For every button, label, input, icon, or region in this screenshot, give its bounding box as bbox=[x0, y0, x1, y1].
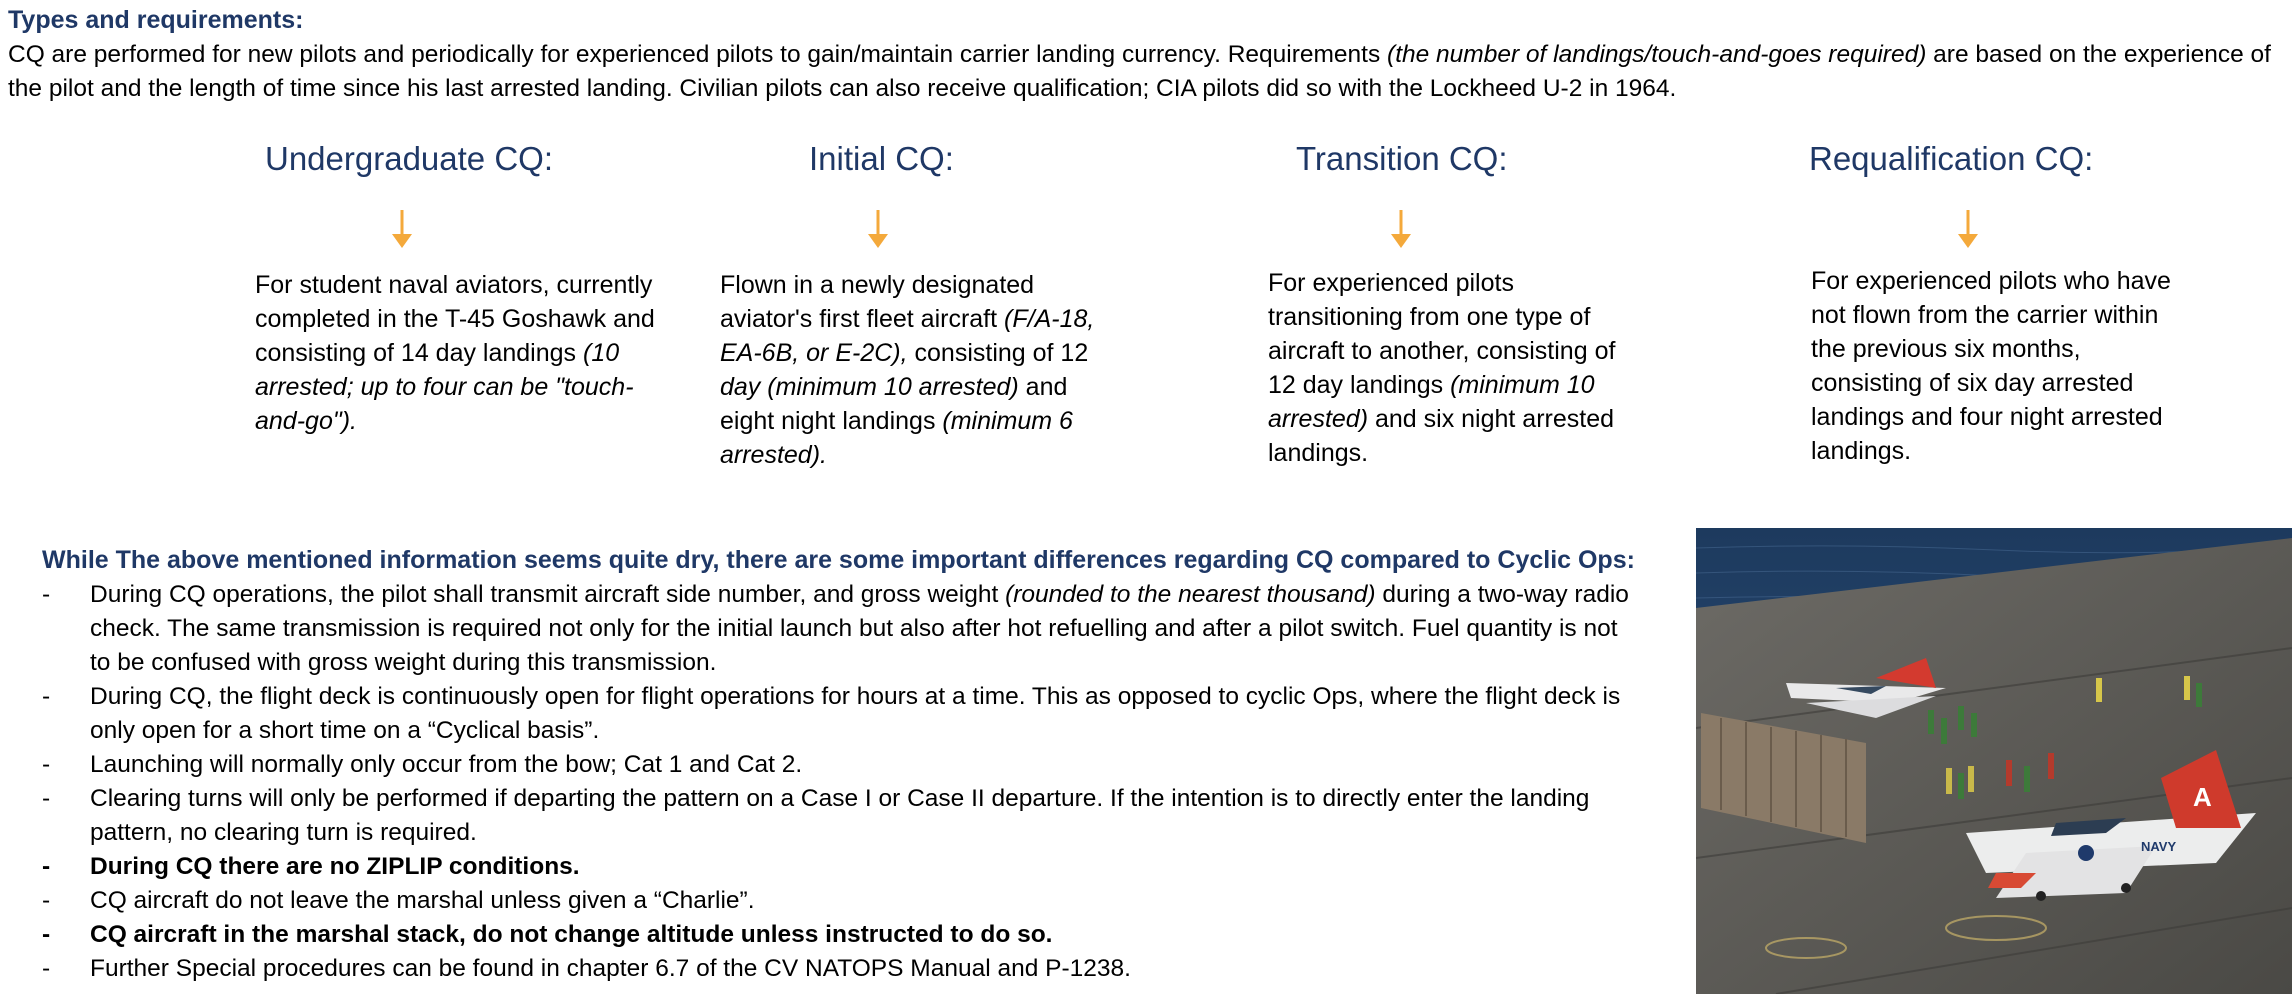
differences-list bbox=[42, 578, 1642, 986]
initial-cq-title: Initial CQ: bbox=[809, 140, 954, 177]
text-run: during a two-way radio check. The same transmission is required not only for the initial launch but also after hot refuelling and after a pilot switch. Fuel quantity is not to be confused with gross weight during this transmission. bbox=[90, 581, 1629, 676]
italic-text: (the number of landings/touch-and-goes required) bbox=[1387, 41, 1927, 68]
requalification-cq-description bbox=[1811, 264, 2186, 468]
difference-item bbox=[42, 748, 1642, 782]
tail-letter: A bbox=[2193, 782, 2212, 812]
text-run: and eight night landings bbox=[720, 373, 1068, 435]
difference-item bbox=[42, 952, 1642, 986]
bullet-dash: - bbox=[42, 785, 51, 812]
text-run: CQ are performed for new pilots and periodically for experienced pilots to gain/maintain carrier landing currency. Requirements bbox=[8, 41, 1388, 68]
text-run: Flown in a newly designated aviator's first fleet aircraft bbox=[720, 271, 1035, 333]
italic-text: (10 arrested; up to four can be "touch-and-go"). bbox=[255, 339, 634, 435]
text-run: During CQ there are no ZIPLIP conditions. bbox=[90, 853, 580, 880]
text-run: are based on the experience of the pilot and the length of time since his last arrested landing. Civilian pilots can also receive qualification; CIA pilots did so with the Lockheed U-2 in 1964. bbox=[8, 41, 2271, 102]
text-run: During CQ, the flight deck is continuously open for flight operations for hours at a time. This as opposed to cyclic Ops, where the flight deck is only open for a short time on a “Cyclical basis”. bbox=[90, 683, 1621, 744]
italic-text: (minimum 6 arrested). bbox=[720, 407, 1073, 469]
navy-marking: NAVY bbox=[2141, 839, 2177, 854]
italic-text: (minimum 10 arrested) bbox=[1268, 371, 1595, 433]
transition-cq-description bbox=[1268, 266, 1648, 470]
bullet-dash: - bbox=[42, 955, 51, 982]
bullet-dash: - bbox=[42, 921, 51, 948]
carrier-deck-photo bbox=[1696, 528, 2292, 994]
text-run: Clearing turns will only be performed if departing the pattern on a Case I or Case II departure. If the intention is to directly enter the landing pattern, no clearing turn is required. bbox=[90, 785, 1590, 846]
section-title: Types and requirements: bbox=[8, 6, 304, 34]
italic-text: (F/A-18, EA-6B, or E-2C), bbox=[720, 305, 1095, 367]
text-run: and six night arrested landings. bbox=[1268, 405, 1615, 467]
bullet-dash: - bbox=[42, 683, 51, 710]
undergraduate-cq-title: Undergraduate CQ: bbox=[265, 140, 553, 177]
italic-text: (rounded to the nearest thousand) bbox=[1005, 581, 1376, 608]
bullet-dash: - bbox=[42, 853, 51, 880]
bullet-dash: - bbox=[42, 751, 51, 778]
text-run: For experienced pilots transitioning from one type of aircraft to another, consisting of 12 day landings bbox=[1268, 269, 1616, 399]
difference-item bbox=[42, 850, 1642, 884]
difference-item bbox=[42, 578, 1642, 680]
bullet-dash: - bbox=[42, 581, 51, 608]
difference-item bbox=[42, 918, 1642, 952]
arrow-down-icon bbox=[866, 210, 890, 250]
difference-item bbox=[42, 884, 1642, 918]
italic-text: day (minimum 10 arrested) bbox=[720, 373, 1019, 401]
undergraduate-cq-description bbox=[255, 268, 655, 438]
text-run: consisting of 12 bbox=[907, 339, 1089, 367]
intro-paragraph bbox=[8, 38, 2284, 106]
text-run: Launching will normally only occur from the bow; Cat 1 and Cat 2. bbox=[90, 751, 803, 778]
arrow-down-icon bbox=[1956, 210, 1980, 250]
text-run: CQ aircraft in the marshal stack, do not change altitude unless instructed to do so. bbox=[90, 921, 1053, 948]
text-run: CQ aircraft do not leave the marshal unless given a “Charlie”. bbox=[90, 887, 755, 914]
text-run: For experienced pilots who have not flown from the carrier within the previous six months, consisting of six day arrested landings and four night arrested landings. bbox=[1811, 267, 2171, 465]
text-run: During CQ operations, the pilot shall transmit aircraft side number, and gross weight bbox=[90, 581, 1006, 608]
arrow-down-icon bbox=[1389, 210, 1413, 250]
transition-cq-title: Transition CQ: bbox=[1296, 140, 1508, 177]
arrow-down-icon bbox=[390, 210, 414, 250]
bullet-dash: - bbox=[42, 887, 51, 914]
differences-heading: While The above mentioned information seems quite dry, there are some important differences regarding CQ compared to Cyclic Ops: bbox=[42, 546, 1635, 574]
difference-item bbox=[42, 782, 1642, 850]
text-run: Further Special procedures can be found in chapter 6.7 of the CV NATOPS Manual and P-1238. bbox=[90, 955, 1131, 982]
text-run: For student naval aviators, currently completed in the T-45 Goshawk and consisting of 14 day landings bbox=[255, 271, 655, 367]
difference-item bbox=[42, 680, 1642, 748]
initial-cq-description bbox=[720, 268, 1112, 472]
requalification-cq-title: Requalification CQ: bbox=[1809, 140, 2094, 177]
